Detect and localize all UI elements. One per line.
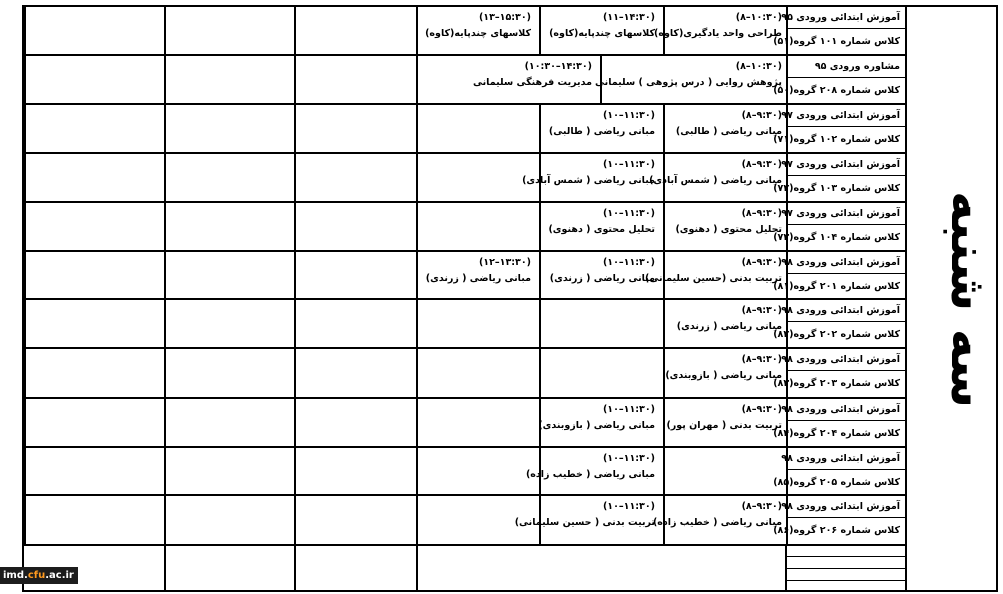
grid-line (294, 250, 296, 298)
cell-time: (۸–۹:۳۰) (741, 404, 782, 415)
group-label: آموزش ابتدائی ورودی ۹۸ (781, 354, 900, 365)
cell-time: (۱۰–۱۱:۳۰) (602, 110, 655, 121)
grid-line (788, 517, 905, 518)
grid-line (164, 103, 166, 152)
grid-line (164, 544, 166, 592)
grid-line (788, 28, 905, 29)
grid-line (24, 250, 26, 298)
group-label: آموزش ابتدائی ورودی ۹۷ (781, 110, 900, 121)
cell-course: مبانی ریاضی ( طالبی) (675, 126, 782, 137)
grid-line (663, 446, 665, 494)
grid-line (663, 298, 665, 347)
grid-line (788, 469, 905, 470)
cell-course: مبانی ریاضی ( طالبی) (548, 126, 655, 137)
grid-line (24, 494, 26, 544)
cell-course: مبانی ریاضی ( بازوبندی) (665, 370, 782, 381)
cell-course: پژوهش روایی ( درس پژوهی ) سلیمانی (595, 77, 782, 88)
cell-course: مبانی ریاضی ( خطیب زاده) (525, 469, 655, 480)
group-label: آموزش ابتدائی ورودی ۹۸ (781, 305, 900, 316)
group-class: کلاس شماره ۱۰۳ گروه(۷۲) (773, 183, 900, 194)
grid-line (416, 5, 418, 54)
grid-line (294, 5, 296, 54)
grid-line (24, 54, 26, 103)
grid-line (164, 494, 166, 544)
grid-line (22, 397, 907, 399)
grid-line (788, 321, 905, 322)
grid-line (294, 347, 296, 397)
grid-line (294, 446, 296, 494)
grid-line (164, 201, 166, 250)
cell-time: (۱۱–۱۴:۳۰) (602, 12, 655, 23)
grid-line (22, 201, 907, 203)
grid-line (788, 420, 905, 421)
group-label: آموزش ابتدائی ورودی ۹۸ (781, 453, 900, 464)
grid-line (24, 103, 26, 152)
cell-time: (۸–۱۰:۳۰) (735, 12, 782, 23)
grid-line (788, 224, 905, 225)
grid-line (294, 152, 296, 201)
group-class: کلاس شماره ۲۰۵ گروه(۸۵) (773, 477, 900, 488)
logo-prefix: imd. (3, 570, 28, 581)
cell-course: مبانی ریاضی ( شمس آبادی) (649, 175, 782, 186)
grid-line (294, 201, 296, 250)
group-label: آموزش ابتدائی ورودی ۹۸ (781, 404, 900, 415)
group-class: کلاس شماره ۲۰۴ گروه(۸۴) (773, 428, 900, 439)
cell-course: تحلیل محتوی ( دهنوی) (548, 224, 655, 235)
cell-course: تحلیل محتوی ( دهنوی) (675, 224, 782, 235)
cell-course: مبانی ریاضی ( بازوبندی) (538, 420, 655, 431)
grid-line (539, 5, 541, 54)
grid-line (539, 201, 541, 250)
cell-time: (۸–۹:۳۰) (741, 257, 782, 268)
cell-time: (۸–۹:۳۰) (741, 501, 782, 512)
grid-line (788, 370, 905, 371)
grid-line (22, 152, 907, 154)
cell-time: (۱۳–۱۵:۳۰) (478, 12, 531, 23)
grid-line (416, 544, 418, 592)
cell-time: (۸–۱۰:۳۰) (735, 61, 782, 72)
grid-line (416, 54, 418, 103)
grid-line (294, 103, 296, 152)
cell-course: تربیت بدنی ( مهران پور) (666, 420, 782, 431)
grid-line (416, 446, 418, 494)
grid-line (24, 347, 26, 397)
grid-line (539, 298, 541, 347)
cell-course: تربیت بدنی (حسین سلیمانی) (645, 273, 782, 284)
grid-line (788, 126, 905, 127)
grid-line (294, 54, 296, 103)
cell-time: (۱۰–۱۱:۳۰) (602, 501, 655, 512)
grid-line (416, 152, 418, 201)
grid-line (416, 397, 418, 446)
grid-line (164, 152, 166, 201)
group-label: آموزش ابتدائی ورودی ۹۸ (781, 501, 900, 512)
grid-line (294, 494, 296, 544)
cell-time: (۱۲–۱۳:۳۰) (478, 257, 531, 268)
grid-line (24, 397, 26, 446)
group-label: آموزش ابتدائی ورودی ۹۵ (781, 12, 900, 23)
grid-line (416, 250, 418, 298)
grid-line (539, 103, 541, 152)
grid-line (539, 250, 541, 298)
grid-line (22, 347, 907, 349)
grid-line (22, 103, 907, 105)
grid-line (416, 494, 418, 544)
cell-course: مبانی ریاضی ( زرندی) (425, 273, 531, 284)
grid-line (663, 103, 665, 152)
grid-line (788, 175, 905, 176)
grid-line (786, 568, 906, 569)
grid-line (164, 446, 166, 494)
grid-line (164, 397, 166, 446)
grid-line (416, 298, 418, 347)
grid-line (164, 347, 166, 397)
group-class: کلاس شماره ۱۰۱ گروه(۵۱) (773, 36, 900, 47)
cell-course: مبانی ریاضی ( شمس آبادی) (522, 175, 655, 186)
grid-line (663, 397, 665, 446)
grid-line (22, 446, 907, 448)
cell-time: (۸–۹:۳۰) (741, 305, 782, 316)
group-label: آموزش ابتدائی ورودی ۹۸ (781, 257, 900, 268)
group-label: مشاوره ورودی ۹۵ (814, 61, 900, 72)
grid-line (22, 544, 907, 546)
group-label: آموزش ابتدائی ورودی ۹۷ (781, 159, 900, 170)
group-class: کلاس شماره ۱۰۲ گروه(۷۱) (773, 134, 900, 145)
grid-line (294, 397, 296, 446)
grid-line (786, 556, 906, 557)
cell-course: مبانی ریاضی ( زرندی) (549, 273, 655, 284)
cell-time: (۱۰–۱۱:۳۰) (602, 404, 655, 415)
grid-line (294, 298, 296, 347)
grid-line (22, 298, 907, 300)
grid-line (539, 347, 541, 397)
cell-time: (۱۰–۱۱:۳۰) (602, 453, 655, 464)
grid-line (416, 201, 418, 250)
cell-time: (۱۰–۱۱:۳۰) (602, 159, 655, 170)
grid-line (416, 347, 418, 397)
grid-line (786, 580, 906, 581)
grid-line (22, 590, 998, 592)
cell-course: کلاسهای چندپایه(کاوه) (425, 28, 531, 39)
grid-line (788, 273, 905, 274)
group-class: کلاس شماره ۲۰۶ گروه(۸۶) (773, 525, 900, 536)
group-class: کلاس شماره ۲۰۲ گروه(۸۲) (773, 329, 900, 340)
cell-time: (۸–۹:۳۰) (741, 354, 782, 365)
cell-course: کلاسهای چندپایه(کاوه) (549, 28, 655, 39)
cell-course: تربیت بدنی ( حسین سلیمانی) (514, 517, 655, 528)
grid-line (22, 5, 998, 7)
cell-course: مبانی ریاضی ( زرندی) (676, 321, 782, 332)
cell-time: (۸–۹:۳۰) (741, 208, 782, 219)
grid-line (24, 446, 26, 494)
grid-line (416, 103, 418, 152)
cell-course: طراحی واحد یادگیری(کاوه) (654, 28, 782, 39)
logo-accent: cfu (27, 570, 46, 581)
group-class: کلاس شماره ۲۰۸ گروه(۵۰) (773, 85, 900, 96)
grid-line (164, 298, 166, 347)
group-class: کلاس شماره ۲۰۱ گروه(۸۱) (773, 281, 900, 292)
grid-line (22, 494, 907, 496)
grid-line (294, 544, 296, 592)
grid-line (164, 250, 166, 298)
grid-line (22, 54, 907, 56)
group-label: آموزش ابتدائی ورودی ۹۷ (781, 208, 900, 219)
cell-time: (۸–۹:۳۰) (741, 159, 782, 170)
day-label: سه شنبه (940, 191, 998, 409)
group-class: کلاس شماره ۲۰۳ گروه(۸۳) (773, 378, 900, 389)
cell-time: (۸–۹:۳۰) (741, 110, 782, 121)
cell-time: (۱۰–۱۱:۳۰) (602, 208, 655, 219)
grid-line (24, 298, 26, 347)
logo-suffix: .ac.ir (45, 570, 74, 581)
grid-line (24, 201, 26, 250)
cell-time: (۱۰–۱۱:۳۰) (602, 257, 655, 268)
cell-course: مبانی ریاضی ( خطیب زاده) (652, 517, 782, 528)
grid-line (788, 77, 905, 78)
grid-line (24, 5, 26, 54)
grid-line (663, 201, 665, 250)
grid-line (22, 250, 907, 252)
grid-line (164, 54, 166, 103)
site-logo (0, 567, 78, 584)
group-class: کلاس شماره ۱۰۴ گروه(۷۳) (773, 232, 900, 243)
grid-line (164, 5, 166, 54)
grid-line (24, 152, 26, 201)
cell-time: (۱۰:۳۰–۱۴:۳۰) (524, 61, 592, 72)
cell-course: مدیریت فرهنگی سلیمانی (472, 77, 592, 88)
